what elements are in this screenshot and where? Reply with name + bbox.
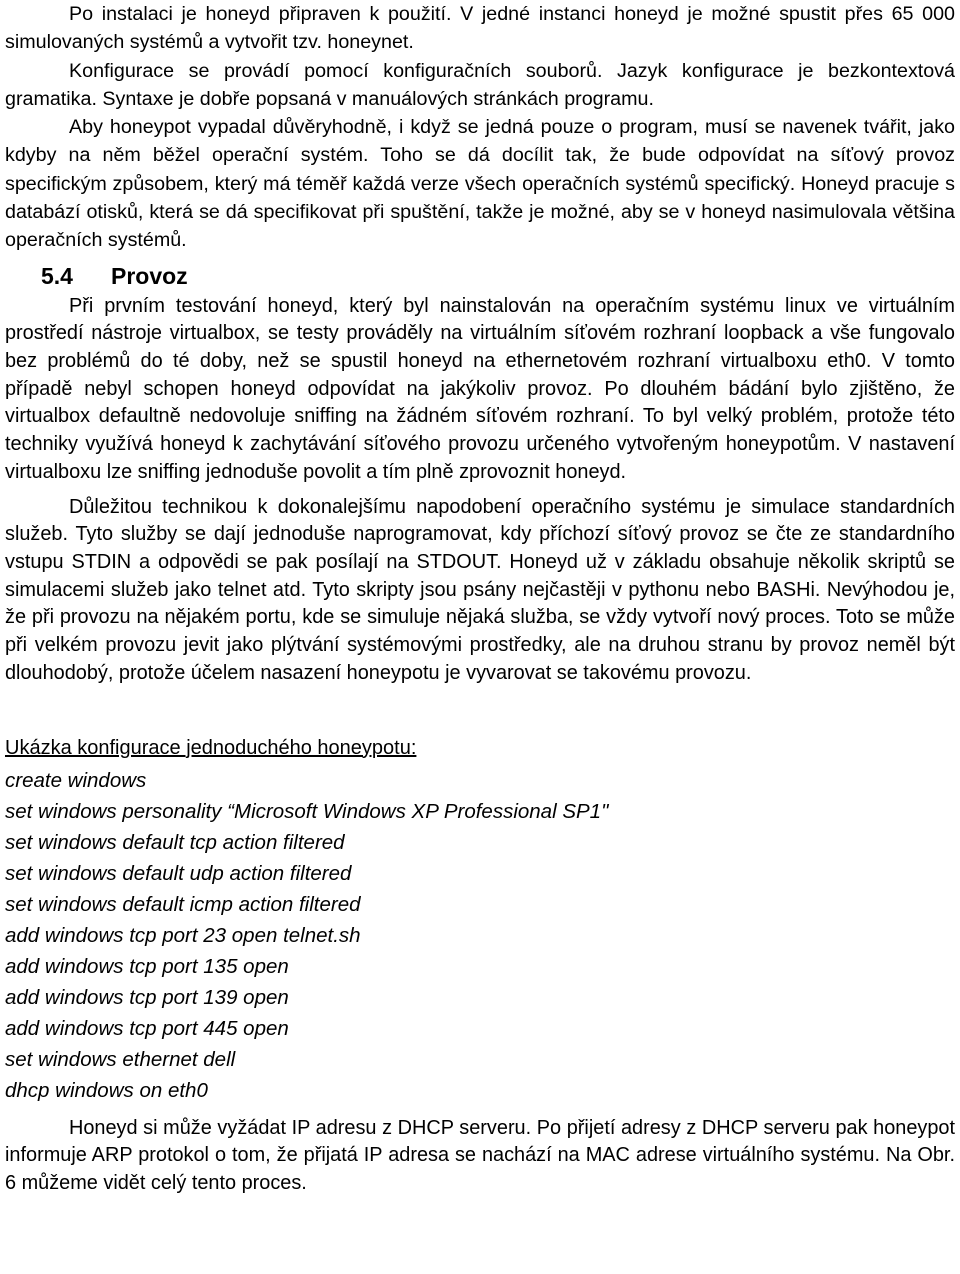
config-line: add windows tcp port 23 open telnet.sh	[5, 923, 361, 947]
config-line: add windows tcp port 139 open	[5, 985, 289, 1009]
intro-paragraph-2: Konfigurace se provádí pomocí konfiguračních souborů. Jazyk konfigurace je bezkontextová gramatika. Syntaxe je dobře popsaná v manuálových stránkách programu.	[5, 59, 955, 110]
example-title: Ukázka konfigurace jednoduchého honeypotu:	[5, 736, 417, 759]
closing-paragraph: Honeyd si může vyžádat IP adresu z DHCP serveru. Po přijetí adresy z DHCP serveru pak honeypot informuje ARP protokol o tom, že přijatá IP adresa se nachází na MAC adrese virtuálního systému. Na Obr. 6 můžeme vidět celý tento proces.	[5, 1116, 955, 1194]
section-heading	[5, 262, 955, 290]
config-line: dhcp windows on eth0	[5, 1078, 208, 1102]
config-line: set windows personality “Microsoft Windows XP Professional SP1"	[5, 799, 609, 823]
section-title: Provoz	[111, 262, 188, 289]
config-line: create windows	[5, 768, 147, 792]
config-listing	[5, 765, 955, 1106]
intro-paragraph-3: Aby honeypot vypadal důvěryhodně, i když se jedná pouze o program, musí se navenek tvářit, jako kdyby na něm běžel operační systém. Toho se dá docílit tak, že bude odpovídat na síťový provoz specifickým způsobem, který má téměř každá verze všech operačních systémů specifický. Honeyd pracuje s databází otisků, která se dá specifikovat při spuštění, takže je možné, aby se v honeyd nasimulovala většina operačních systémů.	[5, 116, 955, 252]
config-line: set windows default icmp action filtered	[5, 892, 361, 916]
config-line: set windows default tcp action filtered	[5, 830, 345, 854]
section-number: 5.4	[41, 262, 73, 289]
config-line: set windows ethernet dell	[5, 1047, 236, 1071]
body-paragraph-1: Při prvním testování honeyd, který byl nainstalován na operačním systému linux ve virtuálním prostředí nástroje virtualbox, se testy prováděly na virtuálním síťovém rozhraní loopback a vše fungovalo bez problémů do té doby, než se spustil honeyd na ethernetovém rozhraní virtualboxu eth0. V tomto případě nebyl schopen honeyd odpovídat na jakýkoliv provoz. Po dlouhém bádání bylo zjištěno, že virtualbox defaultně nedovoluje sniffing na žádném síťovém rozhraní. To byl velký problém, protože této techniky využívá honeyd k zachytávání síťového provozu určeného vytvořeným honeypotům. V nastavení virtualboxu lze sniffing jednoduše povolit a tím plně zprovoznit honeyd.	[5, 294, 955, 483]
config-line: add windows tcp port 445 open	[5, 1016, 289, 1040]
body-paragraph-2: Důležitou technikou k dokonalejšímu napodobení operačního systému je simulace standardních služeb. Tyto služby se dají jednoduše naprogramovat, kdy příchozí síťový provoz se čte ze standardního vstupu STDIN a odpovědi se pak posílají na STDOUT. Honeyd už v základu obsahuje několik skriptů se simulacemi služeb jako telnet atd. Tyto skripty jsou psány nejčastěji v pythonu nebo BASHi. Nevýhodou je, že při provozu na nějakém portu, kde se simuluje nějaká služba, se vždy vytvoří nový proces. Toto se může při velkém provozu jevit jako plýtvání systémovými prostředky, ale na druhou stranu by provoz neměl být dlouhodobý, protože účelem nasazení honeypotu je vyvarovat se takovému provozu.	[5, 495, 955, 684]
intro-paragraph-1: Po instalaci je honeyd připraven k použití. V jedné instanci honeyd je možné spustit přes 65 000 simulovaných systémů a vytvořit tzv. honeynet.	[5, 3, 955, 54]
config-line: add windows tcp port 135 open	[5, 954, 289, 978]
config-line: set windows default udp action filtered	[5, 861, 352, 885]
